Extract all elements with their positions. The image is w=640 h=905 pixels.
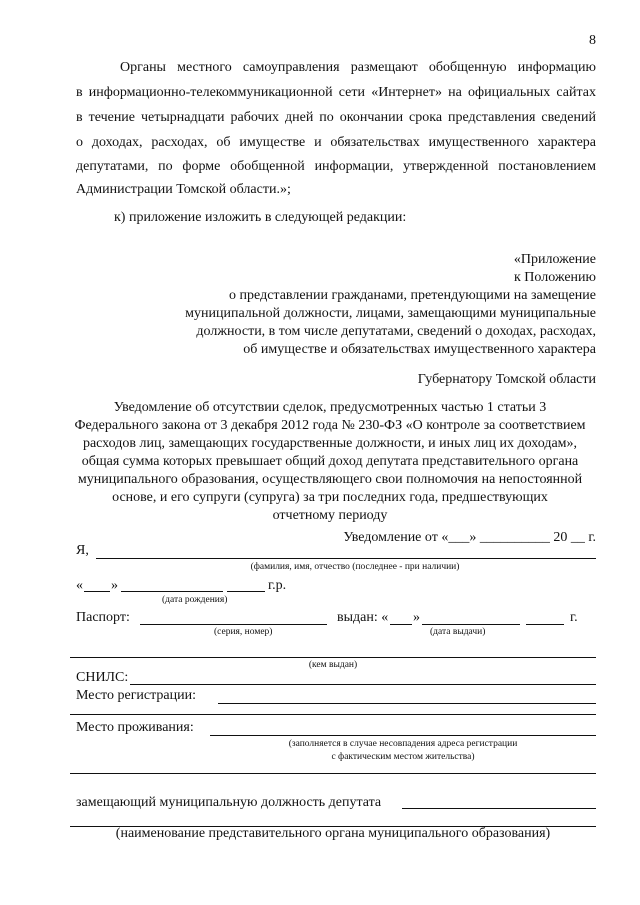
birth-hint: (дата рождения) bbox=[162, 595, 228, 605]
issued-year-line[interactable] bbox=[526, 624, 564, 625]
intro-line: депутатами, по форме обобщенной информации, утвержденной постановлением bbox=[76, 159, 596, 174]
residence-hint: (заполняется в случае несовпадения адреса регистрации bbox=[288, 739, 518, 749]
appendix-line: к Положению bbox=[513, 270, 596, 285]
birth-open-quote: « bbox=[76, 578, 83, 593]
fio-hint: (фамилия, имя, отчество (последнее - при наличии) bbox=[250, 562, 460, 572]
registration-label: Место регистрации: bbox=[76, 688, 197, 703]
snils-input-line[interactable] bbox=[130, 684, 596, 685]
body-name-hint: (наименование представительного органа муниципального образования) bbox=[115, 826, 551, 841]
residence-label: Место проживания: bbox=[76, 720, 194, 735]
passport-series-line[interactable] bbox=[140, 624, 327, 625]
fio-input-line[interactable] bbox=[96, 558, 596, 559]
issued-year-suffix: г. bbox=[570, 610, 578, 625]
appendix-title: «Приложение bbox=[513, 252, 596, 267]
intro-line: о доходах, расходах, об имуществе и обязательствах имущественного характера bbox=[76, 135, 596, 150]
residence-input-line[interactable] bbox=[210, 735, 596, 736]
notice-title-line: общая сумма которых превышает общий доход депутата представительного органа bbox=[81, 454, 579, 469]
intro-line: в информационно-телекоммуникационной сети «Интернет» на официальных сайтах bbox=[76, 85, 596, 100]
issued-close-quote: » bbox=[413, 610, 420, 625]
intro-line: в течение четырнадцати рабочих дней по окончании срока представления сведений bbox=[76, 110, 596, 125]
addressee: Губернатору Томской области bbox=[417, 372, 596, 387]
appendix-line: о представлении гражданами, претендующими на замещение bbox=[229, 288, 596, 303]
issued-by-hint: (кем выдан) bbox=[308, 660, 358, 670]
series-hint: (серия, номер) bbox=[214, 627, 273, 637]
intro-line: Органы местного самоуправления размещают обобщенную информацию bbox=[120, 60, 596, 75]
birth-day-line[interactable] bbox=[84, 591, 110, 592]
residence-hint: с фактическим местом жительства) bbox=[331, 752, 475, 762]
notice-title-line: расходов лиц, замещающих государственные должности, и иных лиц их доходам», bbox=[82, 436, 578, 451]
page-number: 8 bbox=[589, 33, 596, 48]
residence-extra-line[interactable] bbox=[70, 773, 596, 774]
notice-title-line: Уведомление об отсутствии сделок, предусмотренных частью 1 статьи 3 bbox=[113, 400, 547, 415]
appendix-line: об имуществе и обязательствах имущественного характера bbox=[243, 342, 596, 357]
issue-date-hint: (дата выдачи) bbox=[430, 627, 486, 637]
registration-input-line[interactable] bbox=[218, 703, 596, 704]
notice-title-line: муниципального образования, осуществляющего свои полномочия на непостоянной bbox=[77, 472, 583, 487]
notice-title-line: Федерального закона от 3 декабря 2012 года № 230-ФЗ «О контроле за соответствием bbox=[74, 418, 586, 433]
registration-extra-line[interactable] bbox=[70, 714, 596, 715]
position-input-line[interactable] bbox=[402, 808, 596, 809]
notice-title-line: отчетному периоду bbox=[272, 508, 388, 523]
birth-month-line[interactable] bbox=[121, 591, 223, 592]
intro-line: Администрации Томской области.»; bbox=[76, 182, 291, 197]
issued-day-line[interactable] bbox=[390, 624, 412, 625]
birth-year-suffix: г.р. bbox=[268, 578, 287, 593]
birth-year-line[interactable] bbox=[227, 591, 265, 592]
issued-by-line[interactable] bbox=[70, 657, 596, 658]
position-label: замещающий муниципальную должность депутата bbox=[76, 795, 382, 810]
appendix-line: должности, в том числе депутатами, сведений о доходах, расходах, bbox=[196, 324, 596, 339]
snils-label: СНИЛС: bbox=[76, 670, 129, 685]
notice-date-field[interactable]: Уведомление от «___» __________ 20 __ г. bbox=[343, 530, 596, 545]
appendix-line: муниципальной должности, лицами, замещающими муниципальные bbox=[185, 306, 596, 321]
ya-label: Я, bbox=[76, 543, 89, 558]
birth-close-quote: » bbox=[111, 578, 118, 593]
issued-label: выдан: « bbox=[337, 610, 389, 625]
notice-title-line: основе, и его супруги (супруга) за три последних года, предшествующих bbox=[112, 490, 548, 505]
passport-label: Паспорт: bbox=[76, 610, 130, 625]
issued-month-line[interactable] bbox=[422, 624, 520, 625]
item-k: к) приложение изложить в следующей редакции: bbox=[114, 210, 407, 225]
